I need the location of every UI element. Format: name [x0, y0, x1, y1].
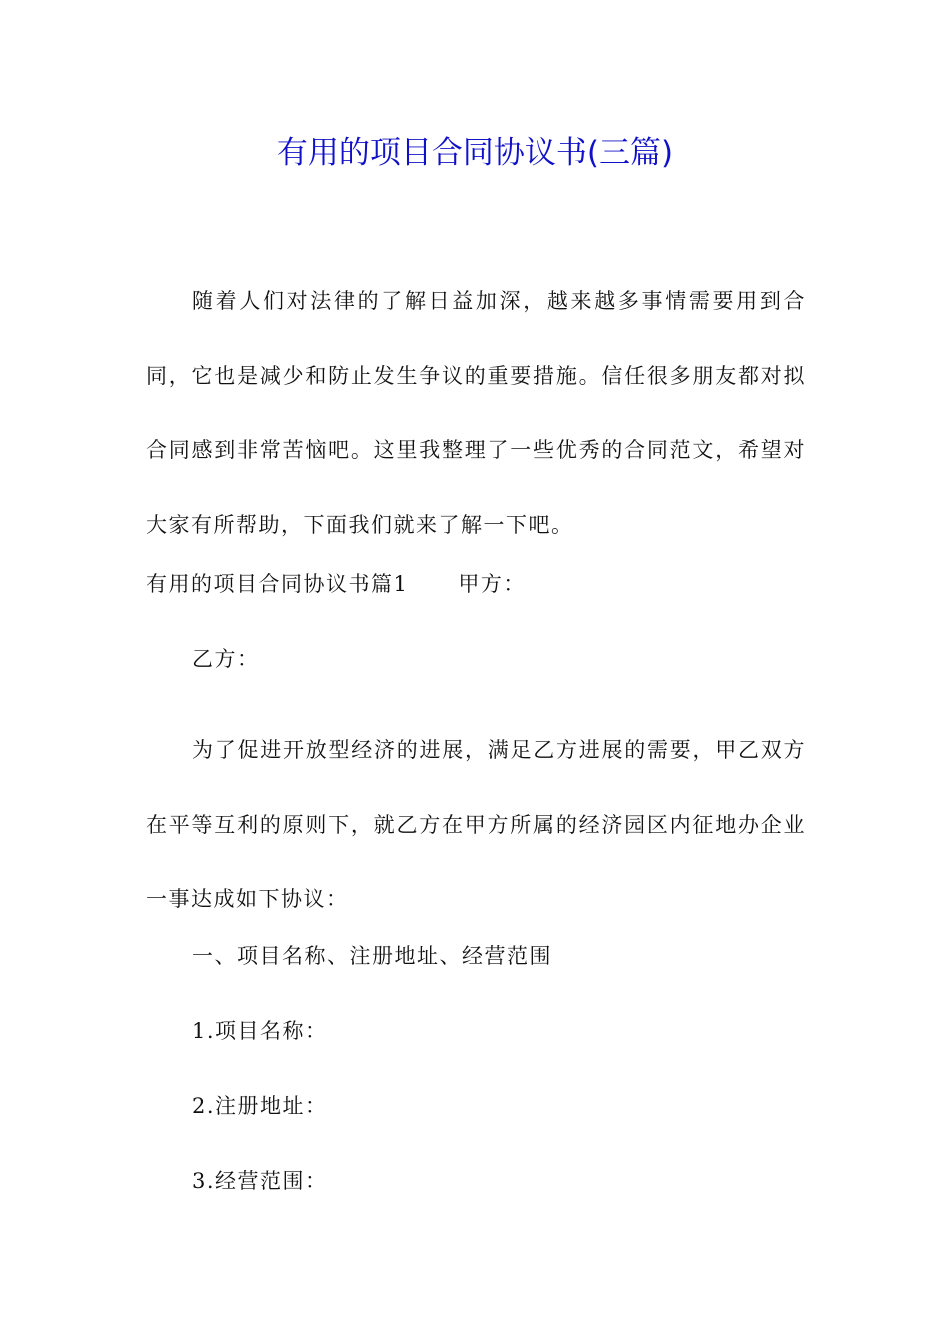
document-title: 有用的项目合同协议书(三篇) — [276, 135, 674, 171]
clause-1-title: 一、项目名称、注册地址、经营范围 — [192, 944, 552, 968]
intro-paragraph: 随着人们对法律的了解日益加深，越来越多事情需要用到合同，它也是减少和防止发生争议的重要措施。信任很多朋友都对拟合同感到非常苦恼吧。这里我整理了一些优秀的合同范文，希望对大家有所帮助，下面我们就来了解一下吧。 — [146, 289, 806, 537]
party-a-label: 甲方： — [458, 572, 526, 596]
section-heading-line — [146, 564, 526, 604]
section-heading: 有用的项目合同协议书篇1 — [146, 572, 409, 596]
preamble-paragraph: 为了促进开放型经济的进展，满足乙方进展的需要，甲乙双方在平等互利的原则下，就乙方在甲方所属的经济园区内征地办企业一事达成如下协议： — [146, 738, 806, 911]
item-registered-address: 2.注册地址： — [192, 1094, 328, 1118]
party-b-label: 乙方： — [192, 647, 260, 671]
item-business-scope: 3.经营范围： — [192, 1169, 328, 1193]
item-project-name: 1.项目名称： — [192, 1019, 328, 1043]
